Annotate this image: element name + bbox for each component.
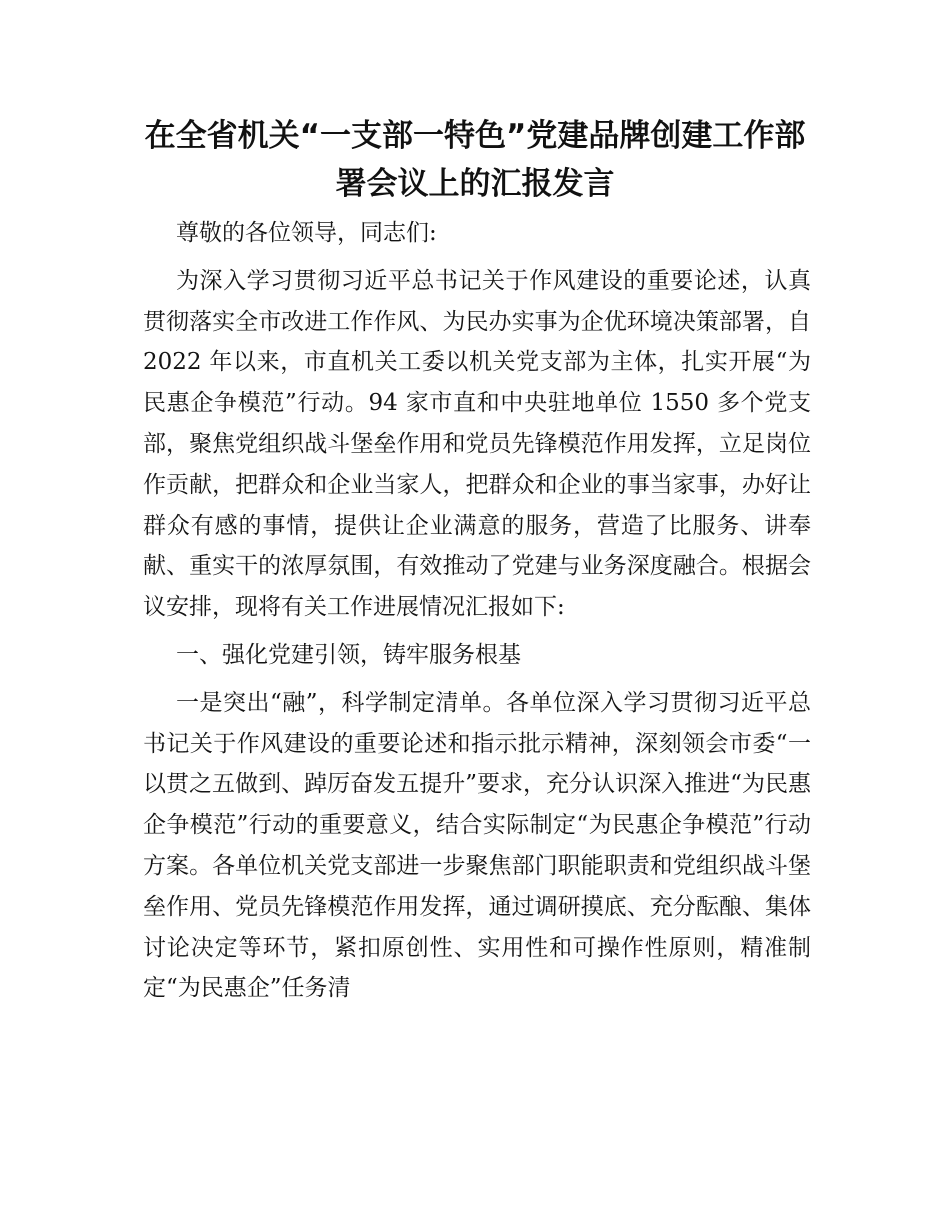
document-body — [143, 213, 811, 1016]
greeting-line: 尊敬的各位领导，同志们: — [176, 220, 437, 246]
section-heading: 一、强化党建引领，铸牢服务根基 — [176, 641, 521, 668]
paragraph-intro: 为深入学习贯彻习近平总书记关于作风建设的重要论述，认真贯彻落实全市改进工作作风、为民办实事为企优环境决策部署，自 2022 年以来，市直机关工委以机关党支部为主体，扎实开展“为民惠企争模范”行动。94 家市直和中央驻地单位 1550 多个党支部，聚焦党组织战斗堡垒作用和党员先锋模范作用发挥，立足岗位作贡献，把群众和企业当家人，把群众和企业的事当家事，办好让群众有感的事情，提供让企业满意的服务，营造了比服务、讲奉献、重实干的浓厚氛围，有效推动了党建与业务深度融合。根据会议安排，现将有关工作进展情况汇报如下: — [143, 267, 811, 621]
document-title: 在全省机关“一支部一特色”党建品牌创建工作部署会议上的汇报发言 — [144, 118, 806, 202]
paragraph-section-1: 一是突出“融”，科学制定清单。各单位深入学习贯彻习近平总书记关于作风建设的重要论述和指示批示精神，深刻领会市委“一以贯之五做到、踔厉奋发五提升”要求，充分认识深入推进“为民惠企争模范”行动的重要意义，结合实际制定“为民惠企争模范”行动方案。各单位机关党支部进一步聚焦部门职能职责和党组织战斗堡垒作用、党员先锋模范作用发挥，通过调研摸底、充分酝酿、集体讨论决定等环节，紧扣原创性、实用性和可操作性原则，精准制定“为民惠企”任务清 — [143, 689, 811, 1002]
